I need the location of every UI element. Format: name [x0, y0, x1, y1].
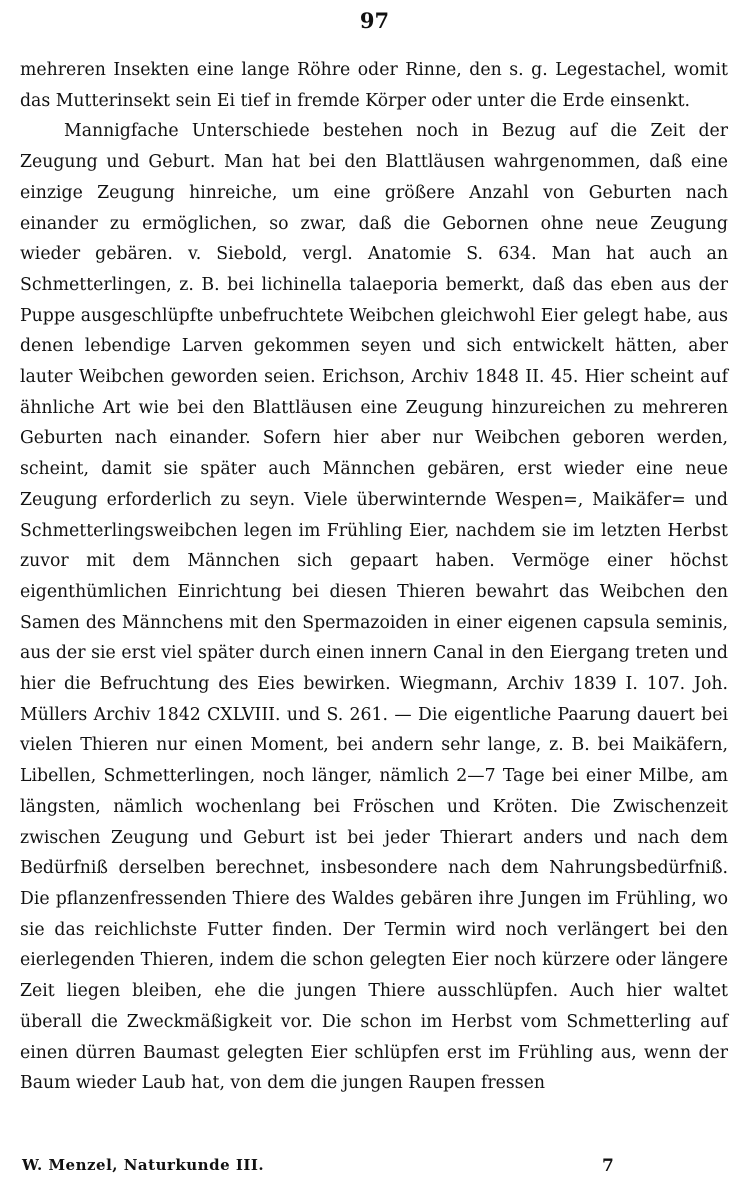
page-number: 97	[359, 8, 390, 33]
footer-signature: W. Menzel, Naturkunde III.	[22, 1156, 265, 1174]
paragraph-1: mehreren Insekten eine lange Röhre oder Rinne, den s. g. Legestachel, womit das Mutterinsekt sein Ei tief in fremde Körper oder unter die Erde einsenkt.	[20, 60, 728, 111]
sheet-number: 7	[602, 1156, 614, 1176]
paragraph-2: Mannigfache Unterschiede bestehen noch in Bezug auf die Zeit der Zeugung und Geburt. Man hat bei den Blattläusen wahrgenommen, daß eine einzige Zeugung hinreiche, um eine größere Anzahl von Geburten nach einander zu ermöglichen, so zwar, daß die Gebornen ohne neue Zeugung wieder gebären. v. Siebold, vergl. Anatomie S. 634. Man hat auch an Schmetterlingen, z. B. bei lichinella talaeporia bemerkt, daß das eben aus der Puppe ausgeschlüpfte unbefruchtete Weibchen gleichwohl Eier gelegt habe, aus denen lebendige Larven gekommen seyen und sich entwickelt hätten, aber lauter Weibchen geworden seien. Erichson, Archiv 1848 II. 45. Hier scheint auf ähnliche Art wie bei den Blattläusen eine Zeugung hinzureichen zu mehreren Geburten nach einander. Sofern hier aber nur Weibchen geboren werden, scheint, damit sie später auch Männchen gebären, erst wieder eine neue Zeugung erforderlich zu seyn. Viele überwinternde Wespen=, Maikäfer= und Schmetterlingsweibchen legen im Frühling Eier, nachdem sie im letzten Herbst zuvor mit dem Männchen sich gepaart haben. Vermöge einer höchst eigenthümlichen Einrichtung bei diesen Thieren bewahrt das Weibchen den Samen des Männchens mit den Spermazoiden in einer eigenen capsula seminis, aus der sie erst viel später durch einen innern Canal in den Eiergang treten und hier die Befruchtung des Eies bewirken. Wiegmann, Archiv 1839 I. 107. Joh. Müllers Archiv 1842 CXLVIII. und S. 261. — Die eigentliche Paarung dauert bei vielen Thieren nur einen Moment, bei andern sehr lange, z. B. bei Maikäfern, Libellen, Schmetterlingen, noch länger, nämlich 2—7 Tage bei einer Milbe, am längsten, nämlich wochenlang bei Fröschen und Kröten. Die Zwischenzeit zwischen Zeugung und Geburt ist bei jeder Thierart anders und nach dem Bedürfniß derselben berechnet, insbesondere nach dem Nahrungsbedürfniß. Die pflanzenfressenden Thiere des Waldes gebären ihre Jungen im Frühling, wo sie das reichlichste Futter finden. Der Termin wird noch verlängert bei den eierlegenden Thieren, indem die schon gelegten Eier noch kürzere oder längere Zeit liegen bleiben, ehe die jungen Thiere ausschlüpfen. Auch hier waltet überall die Zweckmäßigkeit vor. Die schon im Herbst vom Schmetterling auf einen dürren Baumast gelegten Eier schlüpfen erst im Frühling aus, wenn der Baum wieder Laub hat, von dem die jungen Raupen fressen	[20, 121, 728, 1094]
body-text	[20, 55, 728, 1099]
